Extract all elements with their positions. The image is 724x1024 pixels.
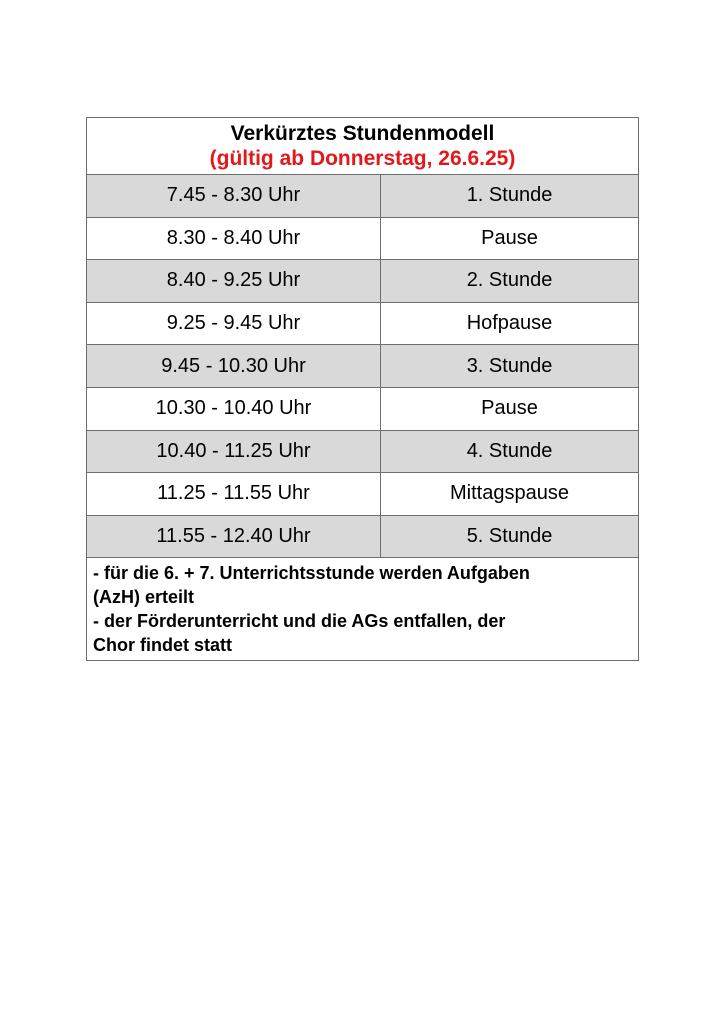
table-row <box>87 516 638 559</box>
time-cell: 7.45 - 8.30 Uhr <box>87 175 381 217</box>
time-cell: 8.40 - 9.25 Uhr <box>87 260 381 302</box>
table-row <box>87 388 638 431</box>
period-cell: 4. Stunde <box>466 439 553 462</box>
time-cell: 9.25 - 9.45 Uhr <box>87 303 381 345</box>
period-cell: 1. Stunde <box>466 184 553 207</box>
table-row <box>87 303 638 346</box>
period-cell: 3. Stunde <box>466 354 553 377</box>
time-cell: 10.30 - 10.40 Uhr <box>87 388 381 430</box>
note-line: - für die 6. + 7. Unterrichtsstunde werden Aufgaben <box>93 563 530 584</box>
table-row <box>87 175 638 218</box>
table-row <box>87 260 638 303</box>
time-cell: 11.25 - 11.55 Uhr <box>87 473 381 515</box>
schedule-table <box>86 117 639 661</box>
time-cell: 8.30 - 8.40 Uhr <box>87 218 381 260</box>
table-row <box>87 431 638 474</box>
period-cell: 2. Stunde <box>466 269 553 292</box>
table-row <box>87 473 638 516</box>
notes-block <box>87 558 638 660</box>
period-cell: Hofpause <box>466 312 553 335</box>
note-line: - der Förderunterricht und die AGs entfallen, der <box>93 611 506 632</box>
table-title: Verkürztes Stundenmodell <box>230 122 495 145</box>
note-line: Chor findet statt <box>93 635 232 656</box>
period-cell: 5. Stunde <box>466 525 553 548</box>
note-line: (AzH) erteilt <box>93 587 195 608</box>
period-cell: Mittagspause <box>450 482 569 505</box>
table-row <box>87 345 638 388</box>
time-cell: 10.40 - 11.25 Uhr <box>87 431 381 473</box>
time-cell: 11.55 - 12.40 Uhr <box>87 516 381 558</box>
period-cell: Pause <box>481 226 538 249</box>
time-cell: 9.45 - 10.30 Uhr <box>87 345 381 387</box>
table-subtitle: (gültig ab Donnerstag, 26.6.25) <box>209 147 516 170</box>
table-row <box>87 218 638 261</box>
table-header <box>87 118 638 175</box>
period-cell: Pause <box>481 397 538 420</box>
